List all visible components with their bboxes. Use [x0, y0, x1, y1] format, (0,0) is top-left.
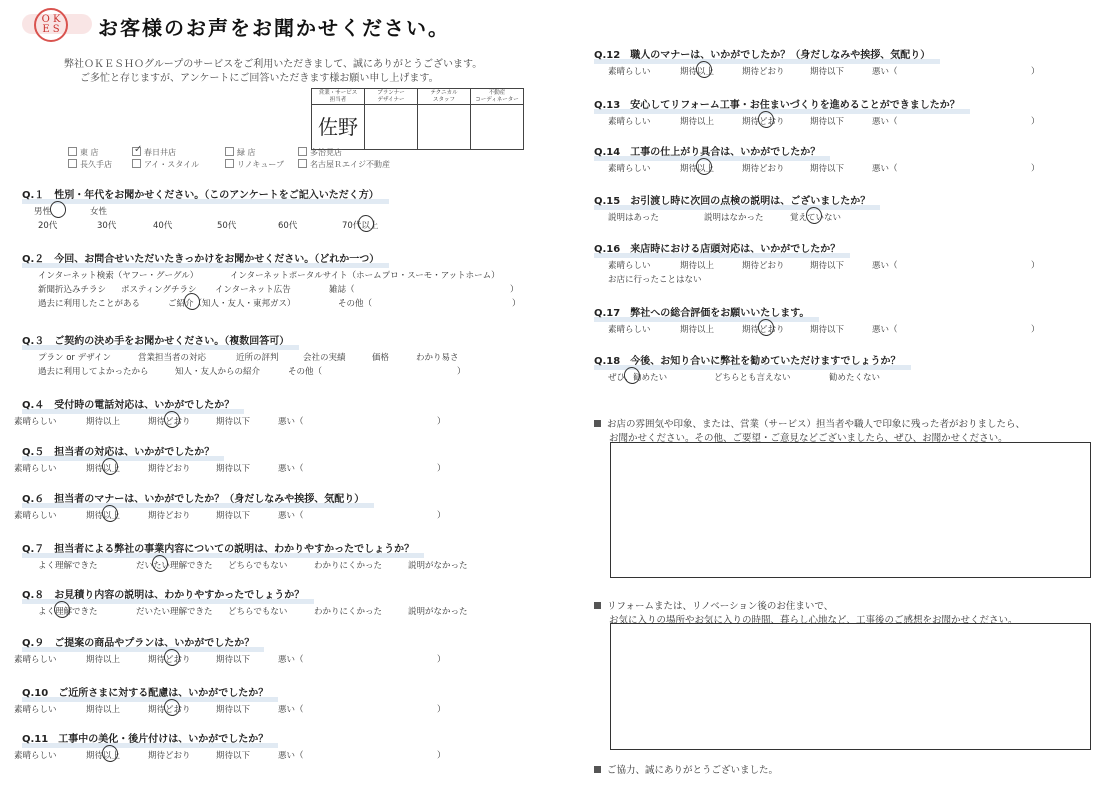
answer-option: ） — [510, 285, 519, 295]
answer-option[interactable]: 期待どおり — [148, 705, 191, 715]
store-option[interactable]: 多治見店 — [298, 147, 342, 158]
question-label: Q.５ 担当者の対応は、いかがでしたか？ — [22, 443, 214, 458]
answer-option[interactable]: 期待どおり — [148, 511, 191, 521]
comment-2-label: リフォームまたは、リノベーション後のお住まいで、 — [594, 598, 833, 612]
answer-option[interactable]: だいたい理解できた — [136, 561, 213, 571]
answer-option[interactable]: 期待どおり — [148, 655, 191, 665]
answer-option[interactable]: 30代 — [97, 221, 117, 231]
answer-option[interactable]: よく理解できた — [38, 561, 98, 571]
answer-option[interactable]: 説明がなかった — [408, 607, 468, 617]
answer-option: ） — [437, 464, 446, 474]
square-bullet-icon — [594, 602, 601, 609]
answer-option[interactable]: 期待以下 — [810, 67, 845, 77]
question-label: Q.11 工事中の美化・後片付けは、いかがでしたか？ — [22, 730, 268, 745]
answer-option[interactable]: 説明はあった — [608, 213, 659, 223]
question-label: Q.２ 今回、お問合せいただいたきっかけをお聞かせください。（どれか一つ） — [22, 250, 379, 265]
answer-option: ） — [512, 299, 521, 309]
answer-option[interactable]: プラン or デザイン — [38, 353, 112, 363]
answer-option[interactable]: どちらとも言えない — [714, 373, 791, 383]
question-label: Q.８ お見積り内容の説明は、わかりやすかったでしょうか？ — [22, 586, 304, 601]
answer-option[interactable]: よく理解できた — [38, 607, 98, 617]
answer-option: ） — [1031, 325, 1040, 335]
answer-option[interactable]: わかり易さ — [416, 353, 459, 363]
answer-option[interactable]: 期待以下 — [216, 705, 251, 715]
answer-option[interactable]: インターネット広告 — [215, 285, 291, 295]
answer-option[interactable]: 悪い（ — [872, 117, 898, 127]
answer-option[interactable]: 期待どおり — [742, 117, 785, 127]
answer-option[interactable]: 期待どおり — [742, 164, 785, 174]
answer-option: ） — [437, 751, 446, 761]
answer-option[interactable]: 悪い（ — [278, 417, 304, 427]
question-label: Q.６ 担当者のマナーは、いかがでしたか？（身だしなみや挨拶、気配り） — [22, 490, 364, 505]
comment-1-label: お店の雰囲気や印象、または、営業（サービス）担当者や職人で印象に残った者がおりましたら、 — [594, 416, 1025, 430]
answer-option[interactable]: 期待以上 — [86, 464, 121, 474]
answer-option[interactable]: 知人・友人からの紹介 — [175, 367, 261, 377]
staff-header-realestate: 不動産 コーディネーター — [471, 89, 524, 105]
question-label: Q.７ 担当者による弊社の事業内容についての説明は、わかりやすかったでしょうか？ — [22, 540, 414, 555]
staff-technical-cell[interactable] — [418, 105, 471, 150]
answer-option[interactable]: 期待どおり — [148, 417, 191, 427]
store-option[interactable]: 長久手店 — [68, 159, 112, 170]
answer-option[interactable]: 期待どおり — [148, 464, 191, 474]
answer-option[interactable]: 女性 — [90, 207, 108, 217]
answer-option[interactable]: 営業担当者の対応 — [138, 353, 207, 363]
answer-option: ） — [457, 367, 466, 377]
answer-option[interactable]: ポスティングチラシ — [121, 285, 197, 295]
answer-option[interactable]: 説明はなかった — [704, 213, 764, 223]
staff-header-planner: プランナー デザイナー — [365, 89, 418, 105]
answer-option[interactable]: 60代 — [278, 221, 298, 231]
answer-option[interactable]: 期待以上 — [86, 751, 121, 761]
answer-option: ） — [1031, 164, 1040, 174]
question-label: Q.15 お引渡し時に次回の点検の説明は、ございましたか？ — [594, 192, 870, 207]
answer-option[interactable]: 勧めたくない — [829, 373, 881, 383]
question-label: Q.９ ご提案の商品やプランは、いかがでしたか？ — [22, 634, 254, 649]
answer-option[interactable]: 説明がなかった — [408, 561, 468, 571]
answer-option[interactable]: 70代以上 — [342, 221, 379, 231]
answer-option[interactable]: 期待どおり — [148, 751, 191, 761]
answer-option: ） — [1031, 261, 1040, 271]
question-label: Q.１ 性別・年代をお聞かせください。（このアンケートをご記入いただく方） — [22, 186, 379, 201]
answer-option[interactable]: 期待以上 — [86, 655, 121, 665]
answer-option: ） — [437, 655, 446, 665]
answer-option[interactable]: 素晴らしい — [608, 117, 651, 127]
answer-option[interactable]: 期待どおり — [742, 325, 785, 335]
square-bullet-icon — [594, 766, 601, 773]
answer-option[interactable]: わかりにくかった — [314, 607, 383, 617]
answer-option[interactable]: 近所の評判 — [236, 353, 279, 363]
answer-option[interactable]: 素晴らしい — [14, 655, 57, 665]
handwritten-circle-mark — [48, 199, 68, 220]
staff-planner-cell[interactable] — [365, 105, 418, 150]
answer-option: ） — [1031, 117, 1040, 127]
question-label: Q.18 今後、お知り合いに弊社を勧めていただけますでしょうか？ — [594, 352, 901, 367]
answer-option[interactable]: 期待以下 — [216, 655, 251, 665]
answer-option[interactable]: 素晴らしい — [14, 464, 57, 474]
answer-option[interactable]: 悪い（ — [278, 511, 304, 521]
intro-line-2: ご多忙と存じますが、アンケートにご回答いただきます様お願い申し上げます。 — [80, 73, 439, 84]
answer-option[interactable]: だいたい理解できた — [136, 607, 213, 617]
answer-option[interactable]: 期待以下 — [216, 751, 251, 761]
answer-option[interactable]: その他（ — [338, 299, 373, 309]
comment-1-label-2: お聞かせください。その他、ご要望・ご意見などございましたら、ぜひ、お聞かせください。 — [609, 433, 1008, 444]
answer-option[interactable]: 覚えていない — [790, 213, 842, 223]
question-label: Q.16 来店時における店頭対応は、いかがでしたか？ — [594, 240, 840, 255]
question-label: Q.14 工事の仕上がり具合は、いかがでしたか？ — [594, 143, 820, 158]
answer-option[interactable]: 過去に利用したことがある — [38, 299, 141, 309]
answer-option[interactable]: 期待以上 — [86, 417, 121, 427]
answer-option[interactable]: わかりにくかった — [314, 561, 383, 571]
answer-option[interactable]: 素晴らしい — [14, 705, 57, 715]
answer-option[interactable]: 期待以下 — [810, 325, 845, 335]
answer-option[interactable]: インターネットポータルサイト（ホームプロ・スーモ・アットホーム） — [230, 271, 500, 281]
answer-option[interactable]: その他（ — [288, 367, 323, 377]
answer-option[interactable]: 素晴らしい — [14, 417, 57, 427]
question-label: Q.４ 受付時の電話対応は、いかがでしたか？ — [22, 396, 234, 411]
store-option[interactable]: アイ・スタイル — [132, 159, 199, 170]
answer-option[interactable]: 期待どおり — [742, 67, 785, 77]
answer-option[interactable]: 素晴らしい — [14, 511, 57, 521]
answer-option[interactable]: 会社の実績 — [303, 353, 346, 363]
answer-option[interactable]: どちらでもない — [228, 561, 288, 571]
answer-option[interactable]: 期待以下 — [810, 164, 845, 174]
comment-2-label-2: お気に入りの場所やお気に入りの時間、暮らし心地など、工事後のご感想をお聞かせください。 — [609, 615, 1018, 626]
answer-option[interactable]: 過去に利用してよかったから — [38, 367, 149, 377]
answer-option[interactable]: 期待以下 — [216, 511, 251, 521]
question-label: Q.３ ご契約の決め手をお聞かせください。（複数回答可） — [22, 332, 289, 347]
answer-option[interactable]: 素晴らしい — [608, 67, 651, 77]
question-label: Q.13 安心してリフォーム工事・お住まいづくりを進めることができましたか？ — [594, 96, 960, 111]
answer-option[interactable]: 素晴らしい — [608, 325, 651, 335]
answer-option[interactable]: 悪い（ — [872, 261, 898, 271]
answer-option[interactable]: インターネット検索（ヤフー・グーグル） — [38, 271, 199, 281]
thanks-message: ご協力、誠にありがとうございました。 — [594, 762, 778, 776]
answer-option[interactable]: 期待以上 — [680, 67, 715, 77]
square-bullet-icon — [594, 420, 601, 427]
staff-signature: 佐野 — [318, 115, 358, 140]
answer-option: ） — [437, 511, 446, 521]
question-label: Q.17 弊社への総合評価をお願いいたします。 — [594, 304, 809, 319]
store-option[interactable]: 緑 店 — [225, 147, 256, 158]
answer-option[interactable]: 悪い（ — [872, 164, 898, 174]
question-label: Q.12 職人のマナーは、いかがでしたか？（身だしなみや挨拶、気配り） — [594, 46, 930, 61]
answer-option[interactable]: 悪い（ — [278, 464, 304, 474]
answer-option[interactable]: 期待以上 — [680, 325, 715, 335]
answer-option[interactable]: 期待以下 — [810, 117, 845, 127]
answer-option[interactable]: 雑誌（ — [329, 285, 355, 295]
answer-option[interactable]: 悪い（ — [278, 655, 304, 665]
staff-table — [311, 88, 524, 150]
question-label: Q.10 ご近所さまに対する配慮は、いかがでしたか？ — [22, 684, 268, 699]
answer-option[interactable]: 20代 — [38, 221, 58, 231]
staff-header-sales: 営業・サービス 担当者 — [312, 89, 365, 105]
answer-option[interactable]: ぜひ、勧めたい — [608, 373, 668, 383]
answer-option: ） — [437, 417, 446, 427]
store-option[interactable]: 名古屋Ｒエイジ不動産 — [298, 159, 390, 170]
answer-option[interactable]: 期待以上 — [86, 705, 121, 715]
answer-option: ） — [437, 705, 446, 715]
answer-option[interactable]: どちらでもない — [228, 607, 288, 617]
answer-option[interactable]: 期待以上 — [680, 117, 715, 127]
store-option[interactable]: リノキューブ — [225, 159, 284, 170]
comment-2-textarea[interactable] — [610, 623, 1091, 750]
answer-option[interactable]: 価格 — [372, 353, 390, 363]
page-title: お客様のお声をお聞かせください。 — [98, 16, 450, 40]
answer-option[interactable]: 男性 — [34, 207, 52, 217]
answer-option[interactable]: お店に行ったことはない — [608, 275, 702, 285]
answer-option: ） — [1031, 67, 1040, 77]
answer-option[interactable]: 素晴らしい — [14, 751, 57, 761]
staff-header-technical: テクニカル スタッフ — [418, 89, 471, 105]
answer-option[interactable]: 期待以下 — [216, 417, 251, 427]
answer-option[interactable]: 期待どおり — [742, 261, 785, 271]
answer-option[interactable]: 素晴らしい — [608, 164, 651, 174]
staff-signature-cell[interactable] — [312, 105, 365, 150]
staff-realestate-cell[interactable] — [471, 105, 524, 150]
answer-option[interactable]: 40代 — [153, 221, 173, 231]
answer-option[interactable]: 新聞折込みチラシ — [38, 285, 107, 295]
store-option[interactable]: 東 店 — [68, 147, 99, 158]
answer-option[interactable]: 期待以下 — [810, 261, 845, 271]
answer-option[interactable]: 50代 — [217, 221, 237, 231]
answer-option[interactable]: ご紹介（知人・友人・東邦ガス） — [168, 299, 296, 309]
answer-option[interactable]: 期待以上 — [680, 261, 715, 271]
answer-option[interactable]: 期待以下 — [216, 464, 251, 474]
company-seal-logo: O K E S — [34, 8, 68, 42]
answer-option[interactable]: 悪い（ — [278, 705, 304, 715]
store-option[interactable]: ✓ 春日井店 — [134, 144, 176, 157]
answer-option[interactable]: 期待以上 — [86, 511, 121, 521]
answer-option[interactable]: 期待以上 — [680, 164, 715, 174]
intro-line-1: 弊社ＯＫＥＳＨＯグループのサービスをご利用いただきまして、誠にありがとうございます。 — [64, 59, 483, 70]
answer-option[interactable]: 悪い（ — [872, 67, 898, 77]
answer-option[interactable]: 素晴らしい — [608, 261, 651, 271]
answer-option[interactable]: 悪い（ — [278, 751, 304, 761]
answer-option[interactable]: 悪い（ — [872, 325, 898, 335]
comment-1-textarea[interactable] — [610, 442, 1091, 578]
